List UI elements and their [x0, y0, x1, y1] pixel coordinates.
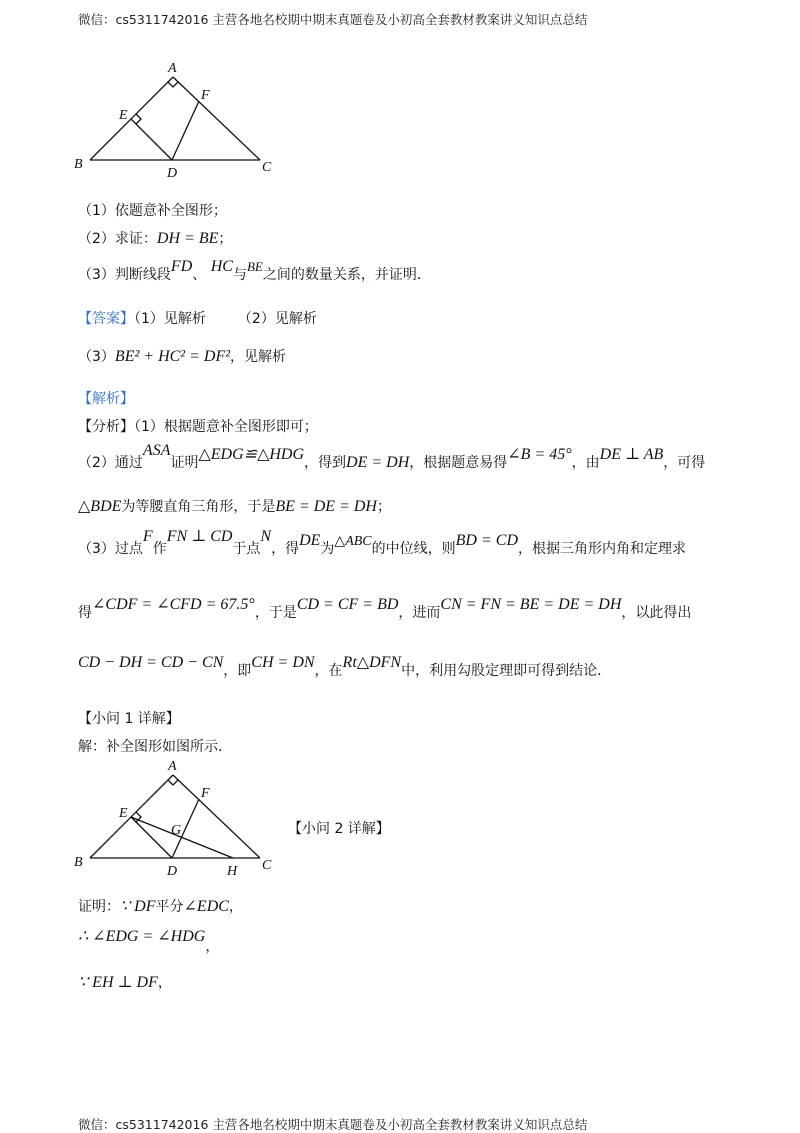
subquestion-1-text: 解：补全图形如图所示． [78, 739, 232, 755]
fig2-label-a: A [168, 759, 177, 774]
subquestion-1-tag: 【小问 1 详解】 [78, 711, 180, 727]
analysis-3: （3）过点F作FN ⊥ CD于点N，得DE为△ABC的中位线，则BD = CD，根据三角形内角和定理求 [78, 528, 686, 557]
jiexi-tag: 【解析】 [78, 391, 134, 407]
analysis-3b: 得∠CDF = ∠CFD = 67.5°，于是CD = CF = BD，进而CN = FN = BE = DE = DH，以此得出 [78, 596, 692, 621]
analysis-2: （2）通过ASA证明△EDG≌△HDG，得到DE = DH，根据题意易得∠B = 45°，由DE ⊥ AB，可得 [78, 442, 706, 471]
question-3: （3）判断线段FD、 HC与BE之间的数量关系，并证明． [78, 258, 431, 283]
fig1-label-a: A [168, 61, 177, 76]
fig1-label-f: F [201, 88, 210, 103]
fig2-label-c: C [262, 858, 272, 873]
figure-2-triangle [70, 756, 290, 881]
fig2-label-d: D [167, 864, 178, 879]
analysis-2b: △BDE为等腰直角三角形，于是BE = DE = DH； [78, 498, 391, 515]
fig1-label-e: E [119, 108, 128, 123]
analysis-1: 【分析】（1）根据题意补全图形即可； [78, 419, 318, 435]
proof-line-3: ∵ EH ⊥ DF， [78, 974, 172, 991]
fig2-label-g: G [171, 823, 182, 838]
answer-3: （3）BE² + HC² = DF²，见解析 [78, 348, 287, 365]
subquestion-2-tag: 【小问 2 详解】 [288, 821, 390, 837]
question-1: （1）依题意补全图形； [78, 203, 227, 219]
page-footer: 微信：cs5311742016 主营各地名校期中期末真题卷及小初高全套教材教案讲义知识点总结 [78, 1117, 588, 1132]
fig2-label-h: H [227, 864, 238, 879]
proof-line-2: ∴ ∠EDG = ∠HDG， [78, 928, 220, 955]
fig1-label-b: B [74, 157, 83, 172]
fig2-label-e: E [119, 806, 128, 821]
analysis-3c: CD − DH = CD − CN，即CH = DN，在Rt△DFN中，利用勾股定理即可得到结论． [78, 654, 612, 679]
figure-1-triangle [70, 58, 290, 183]
fig2-label-b: B [74, 855, 83, 870]
proof-line-1: 证明：∵ DF平分∠EDC， [78, 898, 243, 915]
question-2: （2）求证：DH = BE； [78, 230, 233, 247]
answer-line: 【答案】（1）见解析 （2）见解析 [78, 311, 317, 327]
fig1-label-d: D [167, 166, 178, 181]
fig1-label-c: C [262, 160, 272, 175]
fig2-label-f: F [201, 786, 210, 801]
page-header: 微信：cs5311742016 主营各地名校期中期末真题卷及小初高全套教材教案讲义知识点总结 [78, 12, 588, 27]
